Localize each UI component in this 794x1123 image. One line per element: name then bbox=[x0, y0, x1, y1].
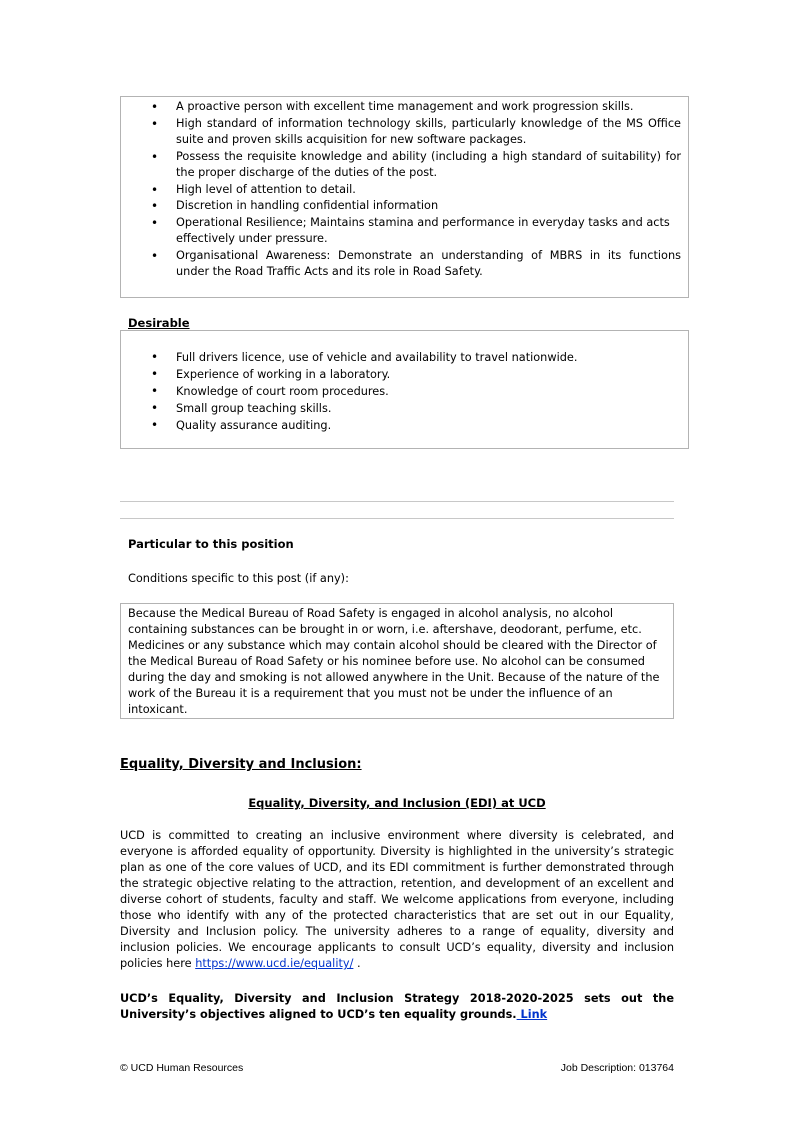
desirable-criteria-box bbox=[120, 330, 689, 449]
list-item: • Experience of working in a laboratory. bbox=[121, 366, 681, 383]
essential-criteria-box bbox=[120, 96, 689, 298]
list-item: • A proactive person with excellent time management and work progression skills. bbox=[121, 99, 681, 116]
edi-strategy-link[interactable]: Link bbox=[516, 1008, 548, 1021]
edi-subheading: Equality, Diversity, and Inclusion (EDI) at UCD bbox=[248, 796, 546, 810]
list-item: • Discretion in handling confidential information bbox=[121, 198, 681, 215]
list-item: • Full drivers licence, use of vehicle and availability to travel nationwide. bbox=[121, 349, 681, 366]
divider bbox=[120, 501, 674, 502]
conditions-label: Conditions specific to this post (if any): bbox=[128, 572, 349, 585]
edi-body-paragraph bbox=[120, 828, 674, 972]
desirable-heading: Desirable bbox=[128, 316, 190, 330]
essential-criteria-list bbox=[121, 99, 681, 281]
list-item: • High standard of information technology skills, particularly knowledge of the MS Office suite and proven skills acquisition for new software packages. bbox=[121, 116, 681, 149]
equality-policy-link[interactable]: https://www.ucd.ie/equality/ bbox=[195, 957, 354, 970]
edi-strategy-text: UCD’s Equality, Diversity and Inclusion Strategy 2018-2020-2025 sets out the University’s objectives aligned to UCD’s ten equality grounds. bbox=[120, 992, 674, 1021]
particular-heading: Particular to this position bbox=[128, 537, 294, 551]
list-item: • Possess the requisite knowledge and ability (including a high standard of suitability) for the proper discharge of the duties of the post. bbox=[121, 149, 681, 182]
conditions-text: Because the Medical Bureau of Road Safety is engaged in alcohol analysis, no alcohol containing substances can be brought in or worn, i.e. aftershave, deodorant, perfume, etc. Medicines or any substance which may contain alcohol should be cleared with the Director of the Medical Bureau of Road Safety or his nominee before use. No alcohol can be consumed during the day and smoking is not allowed anywhere in the Unit. Because of the nature of the work of the Bureau it is a requirement that you must not be under the influence of an intoxicant. bbox=[128, 607, 660, 716]
edi-section-heading: Equality, Diversity and Inclusion: bbox=[120, 757, 362, 772]
list-item: • Operational Resilience; Maintains stamina and performance in everyday tasks and acts effectively under pressure. bbox=[121, 215, 681, 248]
conditions-box bbox=[120, 603, 674, 719]
edi-body-text: UCD is committed to creating an inclusive environment where diversity is celebrated, and everyone is afforded equality of opportunity. Diversity is highlighted in the university’s strategic plan as one of the core values of UCD, and its EDI commitment is further demonstrated through the strategic objective relating to the attraction, retention, and development of an excellent and diverse cohort of students, faculty and staff. We welcome applications from everyone, including those who identify with any of the protected characteristics that are set out in our Equality, Diversity and Inclusion policy. The university adheres to a range of equality, diversity and inclusion policies. We encourage applicants to consult UCD’s equality, diversity and inclusion policies here bbox=[120, 829, 674, 970]
desirable-criteria-list bbox=[121, 349, 681, 434]
list-item: • Knowledge of court room procedures. bbox=[121, 383, 681, 400]
edi-strategy-paragraph bbox=[120, 991, 674, 1023]
list-item: • High level of attention to detail. bbox=[121, 182, 681, 199]
edi-body-end: . bbox=[353, 957, 361, 970]
list-item: • Small group teaching skills. bbox=[121, 400, 681, 417]
list-item: • Quality assurance auditing. bbox=[121, 417, 681, 434]
footer-copyright: © UCD Human Resources bbox=[120, 1062, 244, 1074]
footer-job-reference: Job Description: 013764 bbox=[560, 1062, 674, 1074]
list-item: • Organisational Awareness: Demonstrate an understanding of MBRS in its functions under the Road Traffic Acts and its role in Road Safety. bbox=[121, 248, 681, 281]
divider bbox=[120, 518, 674, 519]
